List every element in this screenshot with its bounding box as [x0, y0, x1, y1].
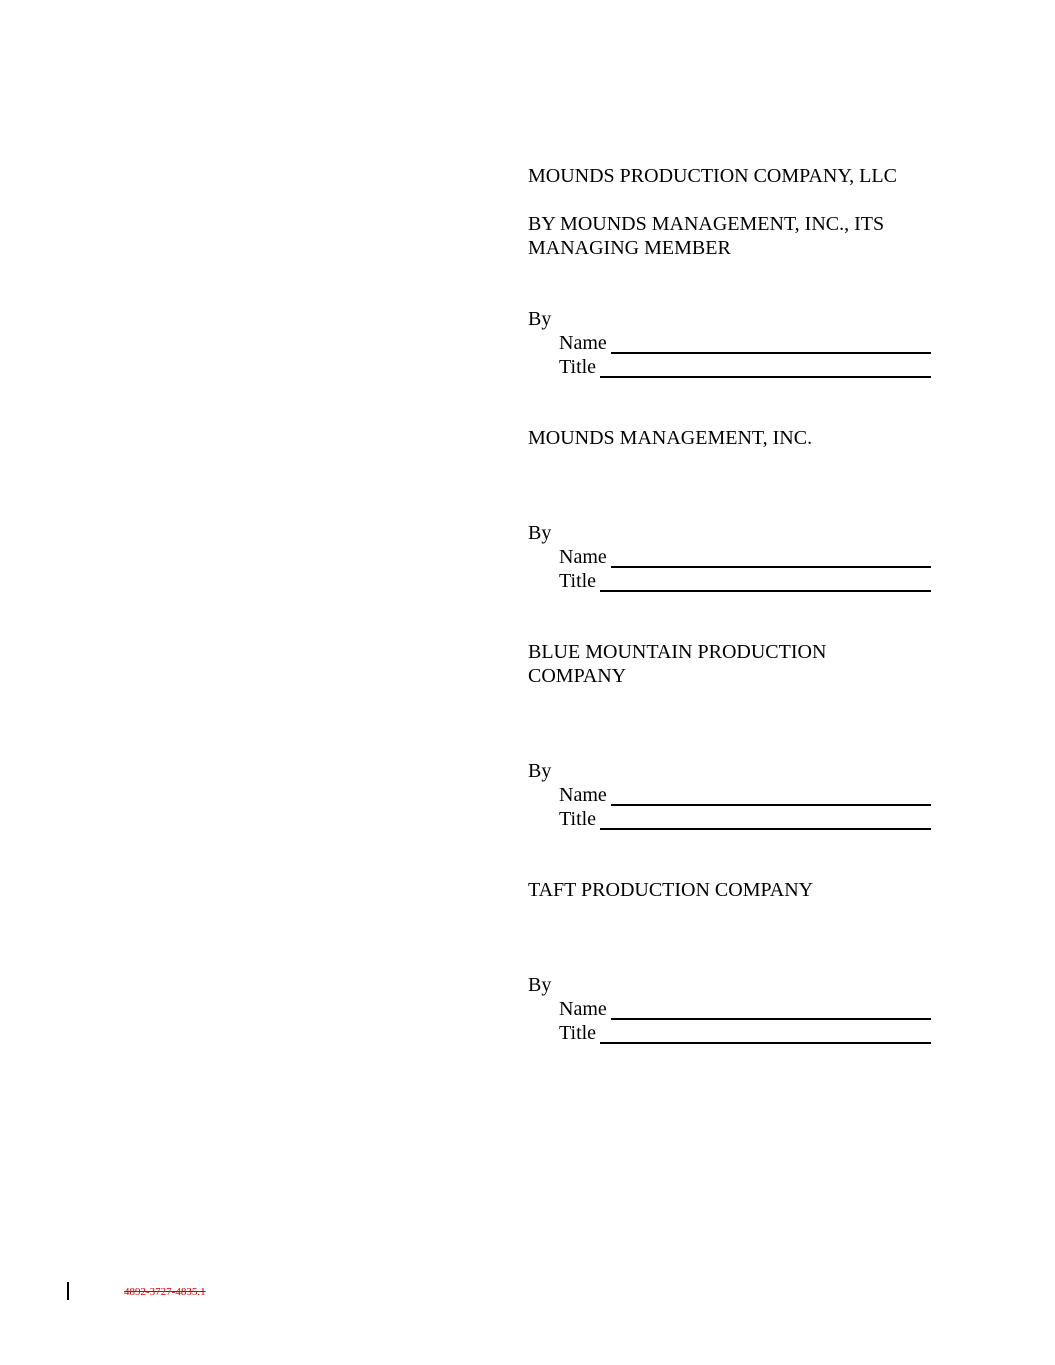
entity-name: TAFT PRODUCTION COMPANY [528, 879, 814, 901]
title-label: Title [559, 570, 597, 592]
signature-block-taft-production [528, 878, 948, 1044]
title-field[interactable] [559, 355, 931, 379]
name-label: Name [559, 332, 607, 354]
name-signature-line[interactable] [611, 999, 931, 1020]
entity-name: MOUNDS PRODUCTION COMPANY, LLC BY MOUNDS MANAGEMENT, INC., ITS MANAGING MEMBER [528, 165, 897, 259]
signature-block-blue-mountain [528, 640, 948, 830]
by-label: By [528, 522, 552, 544]
name-signature-line[interactable] [611, 333, 931, 354]
by-label: By [528, 308, 552, 330]
title-field[interactable] [559, 1021, 931, 1045]
revision-change-bar [67, 1282, 69, 1300]
name-field[interactable] [559, 545, 931, 569]
title-signature-line[interactable] [600, 571, 931, 592]
entity-name: BLUE MOUNTAIN PRODUCTION COMPANY [528, 641, 827, 687]
signature-block-mounds-production [528, 164, 948, 378]
signature-block-mounds-management [528, 426, 948, 592]
title-signature-line[interactable] [600, 809, 931, 830]
by-label: By [528, 974, 552, 996]
name-label: Name [559, 546, 607, 568]
by-label: By [528, 760, 552, 782]
title-signature-line[interactable] [600, 1023, 931, 1044]
name-label: Name [559, 784, 607, 806]
name-field[interactable] [559, 783, 931, 807]
title-field[interactable] [559, 807, 931, 831]
name-signature-line[interactable] [611, 785, 931, 806]
document-id: 4892-3727-4835.1 [124, 1286, 206, 1298]
name-field[interactable] [559, 997, 931, 1021]
entity-name: MOUNDS MANAGEMENT, INC. [528, 427, 813, 449]
name-label: Name [559, 998, 607, 1020]
title-signature-line[interactable] [600, 357, 931, 378]
title-field[interactable] [559, 569, 931, 593]
name-signature-line[interactable] [611, 547, 931, 568]
name-field[interactable] [559, 331, 931, 355]
title-label: Title [559, 1022, 597, 1044]
title-label: Title [559, 808, 597, 830]
title-label: Title [559, 356, 597, 378]
